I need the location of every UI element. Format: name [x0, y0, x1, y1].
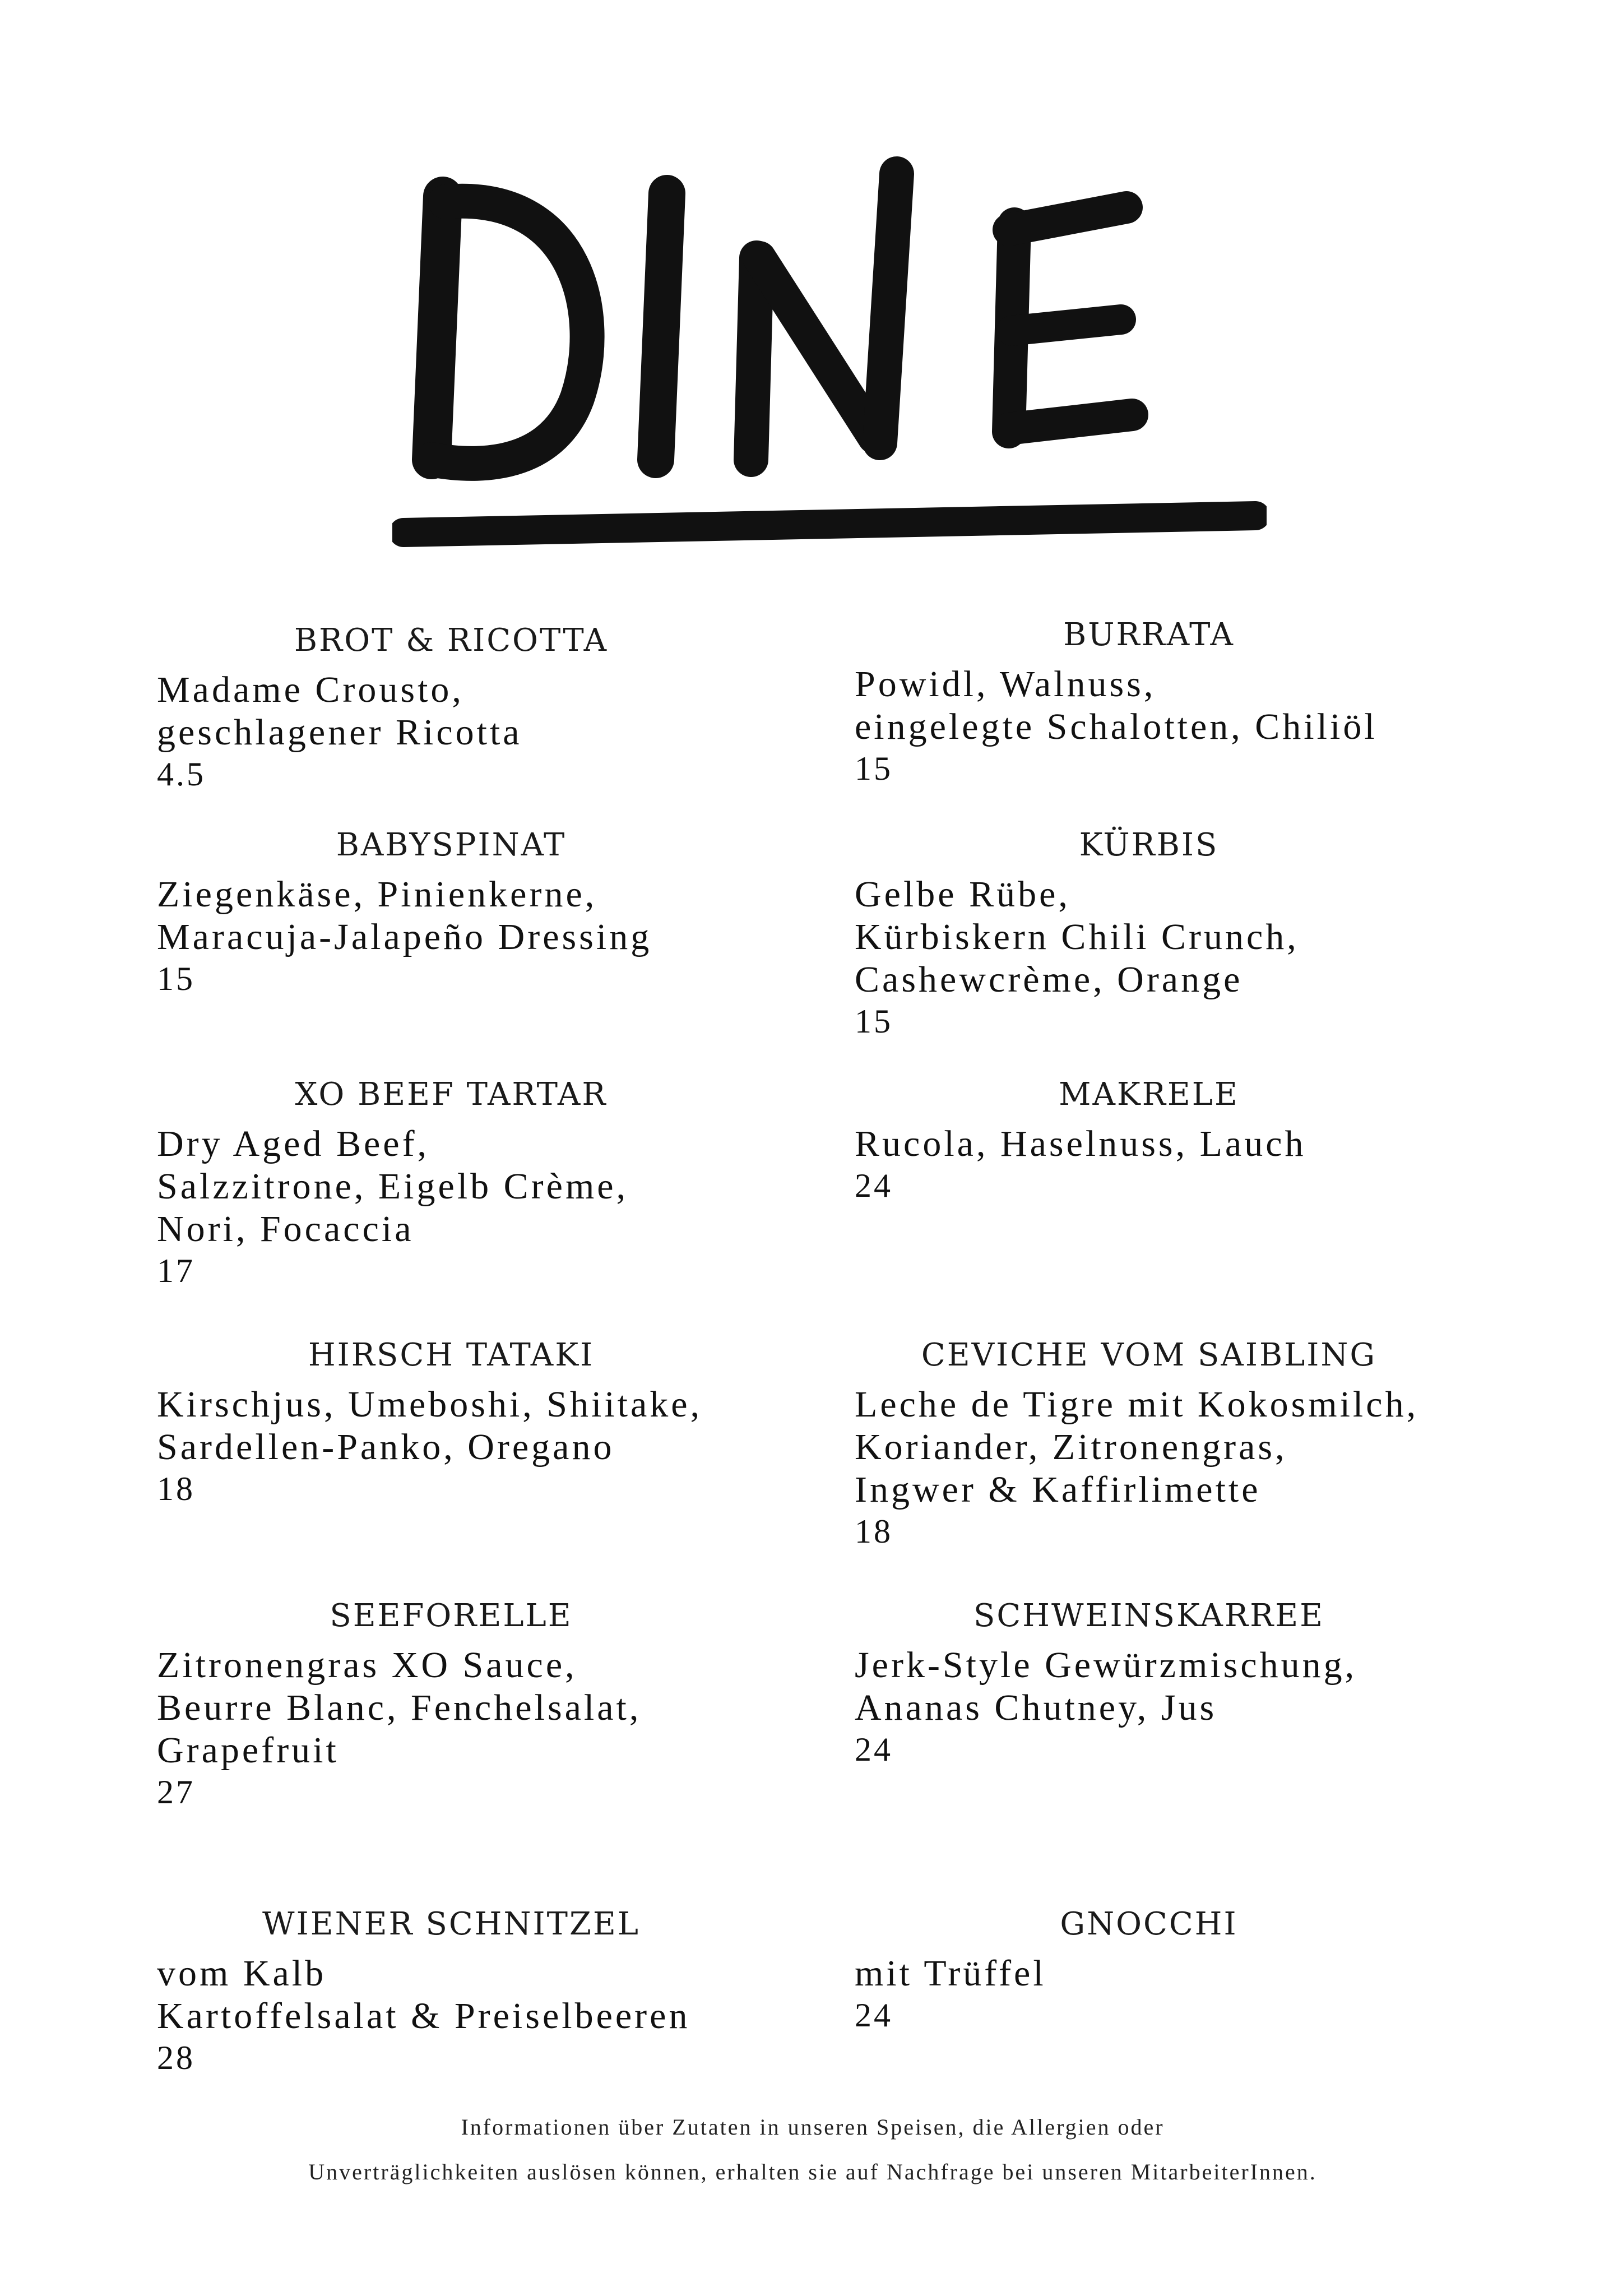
dish-gnocchi [855, 1906, 1555, 2035]
dish-price: 15 [855, 750, 893, 787]
dish-price: 27 [157, 1774, 195, 1811]
dish-name: SCHWEINSKARREE [973, 1598, 1325, 1634]
dish-description: vom Kalb Kartoffelsalat & Preiselbeeren [157, 1953, 690, 2036]
brush-lettering-logo-icon [392, 146, 1267, 594]
dish-description: mit Trüffel [855, 1953, 1046, 1994]
dish-burrata [855, 617, 1555, 789]
dish-xo-beef-tartar [157, 1076, 857, 1291]
dish-price: 18 [157, 1470, 195, 1507]
allergen-notice-line-1: Informationen über Zutaten in unseren Speisen, die Allergien oder [461, 2114, 1165, 2140]
dine-logo [392, 146, 1267, 594]
dish-name: BABYSPINAT [336, 827, 567, 863]
dish-description: Powidl, Walnuss, eingelegte Schalotten, Chiliöl [855, 664, 1378, 747]
dish-price: 15 [157, 960, 195, 997]
dish-name: CEVICHE VOM SAIBLING [921, 1337, 1377, 1373]
dish-description: Ziegenkäse, Pinienkerne, Maracuja-Jalapeño Dressing [157, 874, 652, 957]
dish-kuerbis [855, 827, 1555, 1041]
dish-name: MAKRELE [1059, 1076, 1239, 1113]
dish-seeforelle [157, 1598, 857, 1812]
dish-description: Kirschjus, Umeboshi, Shiitake, Sardellen-Panko, Oregano [157, 1384, 703, 1468]
dish-makrele [855, 1076, 1555, 1206]
dish-description: Jerk-Style Gewürzmischung, Ananas Chutney, Jus [855, 1645, 1357, 1728]
dish-description: Leche de Tigre mit Kokosmilch, Koriander, Zitronengras, Ingwer & Kaffirlimette [855, 1384, 1419, 1510]
dish-price: 15 [855, 1003, 893, 1040]
dish-price: 24 [855, 1167, 893, 1204]
dish-price: 18 [855, 1513, 893, 1550]
dish-name: BURRATA [1063, 617, 1235, 653]
dish-babyspinat [157, 827, 857, 999]
dish-name: HIRSCH TATAKI [308, 1337, 595, 1373]
dish-description: Gelbe Rübe, Kürbiskern Chili Crunch, Cashewcrème, Orange [855, 874, 1299, 1000]
dish-description: Dry Aged Beef, Salzzitrone, Eigelb Crème, Nori, Focaccia [157, 1123, 629, 1249]
dish-name: BROT & RICOTTA [294, 622, 609, 659]
dish-price: 24 [855, 1731, 893, 1768]
dish-description: Zitronengras XO Sauce, Beurre Blanc, Fenchelsalat, Grapefruit [157, 1645, 642, 1771]
dish-description: Rucola, Haselnuss, Lauch [855, 1123, 1306, 1164]
dish-ceviche-vom-saibling [855, 1337, 1555, 1552]
allergen-notice-line-2: Unverträglichkeiten auslösen können, erhalten sie auf Nachfrage bei unseren MitarbeiterInnen. [308, 2159, 1317, 2184]
dish-brot-ricotta [157, 622, 857, 794]
allergen-notice [168, 2105, 1457, 2195]
dish-name: SEEFORELLE [330, 1598, 573, 1634]
dish-price: 24 [855, 1997, 893, 2034]
dish-name: XO BEEF TARTAR [295, 1076, 608, 1113]
dish-name: KÜRBIS [1079, 827, 1219, 863]
dish-name: WIENER SCHNITZEL [262, 1906, 640, 1942]
dish-price: 17 [157, 1252, 195, 1289]
dish-price: 4.5 [157, 756, 206, 793]
dish-name: GNOCCHI [1060, 1906, 1238, 1942]
dish-wiener-schnitzel [157, 1906, 857, 2078]
dish-hirsch-tataki [157, 1337, 857, 1509]
dish-description: Madame Crousto, geschlagener Ricotta [157, 669, 522, 753]
dish-price: 28 [157, 2039, 195, 2076]
dish-schweinskarree [855, 1598, 1555, 1770]
